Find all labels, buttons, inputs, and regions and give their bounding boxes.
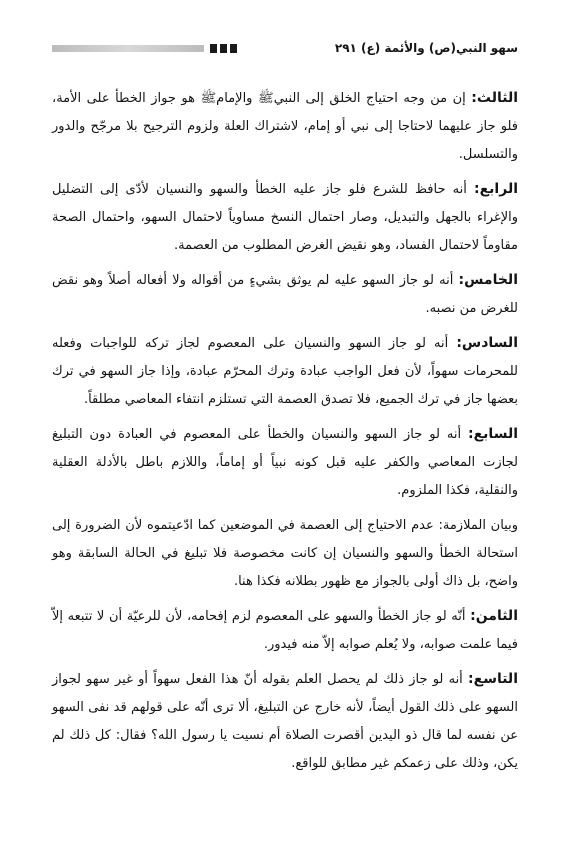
paragraph-lead: التاسع: — [468, 671, 518, 687]
paragraph-lead: الرابع: — [474, 181, 518, 197]
paragraph-text: أنه حافظ للشرع فلو جاز عليه الخطأ والسهو والنسيان لأدّى إلى التضليل والإغراء بالجهل والتبديل، وصار احتمال النسخ مساوياً لاحتمال السهو، واحتمال الصحة مقاوماً لاحتمال الفساد، وهو نقيض الغرض المطلوب من العصمة. — [52, 182, 518, 253]
paragraph-lead: السادس: — [456, 335, 518, 351]
header-squares-icon — [210, 44, 237, 53]
paragraph-sixth — [52, 329, 518, 414]
header-ornament — [52, 44, 237, 53]
header-rule — [52, 45, 204, 52]
paragraph-third — [52, 84, 518, 169]
paragraph-text: إن من وجه احتياج الخلق إلى النبيﷺ والإمامﷺ هو جواز الخطأ على الأمة، فلو جاز عليهما لاحتاجا إلى نبي أو إمام، لاشتراك العلة ولزوم الترجيح بلا مرجّح والدور والتسلسل. — [52, 91, 518, 162]
paragraph-fifth — [52, 266, 518, 323]
paragraph-lead: الخامس: — [458, 272, 518, 288]
page-number: ٢٩١ — [334, 41, 357, 55]
paragraph-correlation — [52, 511, 518, 596]
paragraph-text: أنّه لو جاز الخطأ والسهو على المعصوم لزم إفحامه، لأن للرعيّة أن لا تتبعه إلاّ فيما علمت صوابه، ولا يُعلم صوابه إلاّ منه فيدور. — [52, 609, 518, 652]
paragraph-text: أنه لو جاز السهو عليه لم يوثق بشيءٍ من أقواله ولا أفعاله أصلاً وهو نقض للغرض من نصبه. — [52, 273, 518, 316]
paragraph-seventh — [52, 420, 518, 505]
paragraph-text: أنه لو جاز ذلك لم يحصل العلم بقوله أنّ هذا الفعل سهواً أو غير سهو لجواز السهو على ذلك القول أيضاً، لأنه خارج عن التبليغ، ألا ترى أنّه على قولهم قد نفى السهو عن نفسه لما قال ذو اليدين أقصرت الصلاة أم نسيت يا رسول الله؟ فقال: كل ذلك لم يكن، وذلك على زعمكم غير مطابق للواقع. — [52, 672, 518, 771]
paragraph-lead: السابع: — [468, 426, 518, 442]
paragraph-fourth — [52, 175, 518, 260]
header-title-group — [329, 41, 518, 55]
running-header — [52, 38, 518, 58]
paragraph-eighth — [52, 602, 518, 659]
page-body — [52, 84, 518, 784]
running-title: سهو النبي(ص) والأئمة (ع) — [361, 41, 518, 55]
paragraph-lead: الثامن: — [470, 608, 518, 624]
paragraph-ninth — [52, 665, 518, 778]
paragraph-text: وبيان الملازمة: عدم الاحتياج إلى العصمة في الموضعين كما ادّعيتموه لأن الضرورة إلى استحالة الخطأ والسهو والنسيان إن كانت مخصوصة فلا تبليغ في الحالة السابقة وهو واضح، بل ذاك أولى بالجواز مع ظهور بطلانه فكذا هنا. — [52, 518, 518, 589]
paragraph-lead: الثالث: — [471, 90, 518, 106]
paragraph-text: أنه لو جاز السهو والنسيان والخطأ على المعصوم في العبادة دون التبليغ لجازت المعاصي والكفر عليه قبل كونه نبياً أو إماماً، واللازم باطل بالأدلة العقلية والنقلية، فكذا الملزوم. — [52, 427, 518, 498]
paragraph-text: أنه لو جاز السهو والنسيان على المعصوم لجاز تركه للواجبات وفعله للمحرمات سهواً، لأن فعل الواجب عبادة وترك المحرّم عبادة، وإذا جاز السهو في ترك بعضها جاز في ترك الجميع، فلا تصدق العصمة التي تستلزم انتفاء المعاصي مطلقاً. — [52, 336, 518, 407]
